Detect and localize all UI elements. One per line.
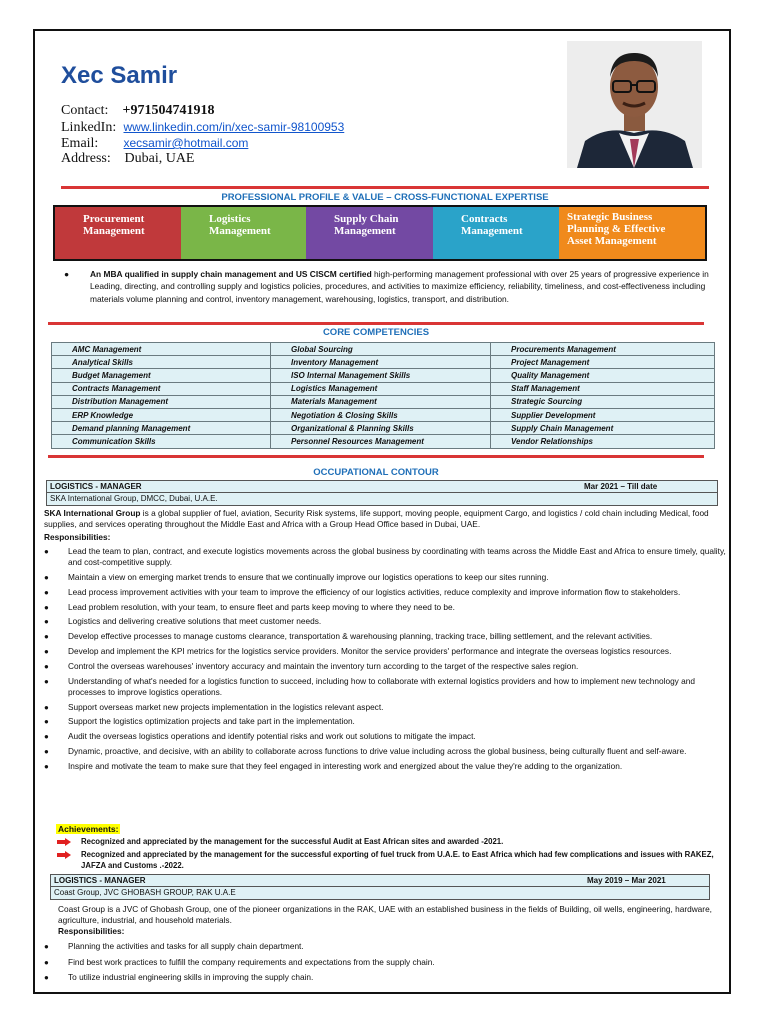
job-description: Coast Group is a JVC of Ghobash Group, one of the pioneer organizations in the RAK, UAE with an established business in the fields of Building, oil wells, engineering, hardware, agriculture, industrial, and household materials. [58,904,712,926]
job-dates: May 2019 – Mar 2021 [587,876,666,885]
competency-cell: Organizational & Planning Skills [271,422,491,435]
competency-cell: Budget Management [52,369,271,382]
competency-cell: Supply Chain Management [491,422,715,435]
competency-cell: Personnel Resources Management [271,435,491,448]
expertise-box-procurement [55,207,181,259]
job-company: Coast Group, JVC GHOBASH GROUP, RAK U.A.E [54,888,236,897]
company-name-bold: SKA International Group [44,508,141,518]
address-row [61,151,344,167]
competency-cell: Negotiation & Closing Skills [271,408,491,421]
competency-row [52,356,715,369]
expertise-box-line: Management [461,225,523,237]
responsibility-item: ● Develop and implement the KPI metrics for the logistics service providers. Monitor the service providers' performance and integrate the overseas logistics resources. [44,646,726,657]
responsibility-item: ● Lead problem resolution, with your team, to ensure fleet and parts keep moving to where they need to be. [44,602,726,613]
competency-cell: Communication Skills [52,435,271,448]
competency-cell: Demand planning Management [52,422,271,435]
responsibilities-label: Responsibilities: [58,926,125,936]
competency-cell: Procurements Management [491,343,715,356]
expertise-box-line: Asset Management [567,235,657,247]
competencies-section-title: CORE COMPETENCIES [322,327,430,338]
responsibility-item: ● Control the overseas warehouses' inventory accuracy and maintain the inventory turn according to the target of the respective sales region. [44,661,726,672]
competency-row [52,343,715,356]
bullet-icon: ● [64,269,70,279]
profile-photo [567,41,702,168]
achievement-text: Recognized and appreciated by the management for the successful Audit at East African sites and awarded -2021. [81,837,504,846]
job-title-row [47,481,717,493]
competency-cell: Staff Management [491,382,715,395]
summary-text [64,268,714,305]
competency-cell: Quality Management [491,369,715,382]
address-label: Address: [61,151,111,166]
job-company-row [47,493,717,505]
responsibility-item: ● Maintain a view on emerging market trends to ensure that we continually improve our logistics operations to keep our sites running. [44,572,726,583]
candidate-name: Xec Samir [61,62,178,89]
linkedin-row [61,119,344,135]
responsibility-item: ● Planning the activities and tasks for all supply chain department. [44,941,726,952]
expertise-box-line: Planning & Effective [567,223,666,235]
achievement-text: Recognized and appreciated by the management for the successful exporting of fuel truck from U.A.E. to East Africa which had few complications and issues with RAKEZ, JAFZA and Customs .-2022. [81,850,714,870]
summary-rest: high-performing management professional with over 25 years of progressive experience in Leading, directing, and controlling supply and logistics policies, procedures, and activities to maximize efficiency, reliability, timeliness, and cost-effectiveness including materials volume planning and control, inventory management, warehousing, logistics, transport, and distribution. [90,269,709,304]
profile-summary [64,268,714,305]
job-description [44,508,726,530]
competency-row [52,395,715,408]
job-company-row [51,887,709,899]
linkedin-label: LinkedIn: [61,120,117,135]
responsibility-item: ● Inspire and motivate the team to make sure that they feel engaged in interesting work and energized about the value they're adding to the organization. [44,761,726,772]
section-rule [48,455,704,458]
responsibility-item: ● Dynamic, proactive, and decisive, with an ability to collaborate across functions to drive value including across the global business, being culturally fluent and self-aware. [44,746,726,757]
achievement-item [57,836,717,847]
competency-row [52,422,715,435]
expertise-box-line: Contracts [461,213,508,225]
expertise-box-supply-chain [306,207,433,259]
expertise-box-line: Management [209,225,271,237]
competency-cell: Supplier Development [491,408,715,421]
expertise-box-contracts [433,207,559,259]
responsibility-item: ● Lead process improvement activities with your team to improve the efficiency of our logistics activities, reduce complexity and improve information flow to stakeholders. [44,587,726,598]
responsibility-item: ● Develop effective processes to manage customs clearance, transportation & warehousing planning, tracking trace, billing settlement, and the relevant activities. [44,631,726,642]
expertise-box-strategic-planning [559,207,705,259]
competency-cell: ISO Internal Management Skills [271,369,491,382]
job-company: SKA International Group, DMCC, Dubai, U.A.E. [50,494,218,503]
responsibility-item: ● Support overseas market new projects implementation in the logistics relevant aspect. [44,702,726,713]
responsibility-item: ● Support the logistics optimization projects and take part in the implementation. [44,716,726,727]
job-dates: Mar 2021 – Till date [584,482,658,491]
competency-row [52,369,715,382]
contact-row [61,103,344,119]
expertise-box-line: Management [334,225,396,237]
competency-cell: Analytical Skills [52,356,271,369]
competency-cell: Project Management [491,356,715,369]
responsibility-item: ● Understanding of what's needed for a logistics function to succeed, including how to collaborate with external logistics providers and how to implement new technology and processes to improve logistics operations. [44,676,726,698]
responsibility-item: ● Logistics and delivering creative solutions that meet customer needs. [44,616,726,627]
competency-cell: Distribution Management [52,395,271,408]
contact-block [61,103,344,167]
email-link[interactable]: xecsamir@hotmail.com [123,136,249,150]
competency-cell: Strategic Sourcing [491,395,715,408]
job-role: LOGISTICS - MANAGER [54,876,146,885]
linkedin-link[interactable]: www.linkedin.com/in/xec-samir-98100953 [123,120,345,134]
summary-bold: An MBA qualified in supply chain management and US CISCM certified [90,269,372,279]
job-role: LOGISTICS - MANAGER [50,482,142,491]
responsibility-item: ● Find best work practices to fulfill the company requirements and expectations from the supply chain. [44,957,726,968]
expertise-box-line: Management [83,225,145,237]
email-label: Email: [61,136,99,151]
competency-cell: Vendor Relationships [491,435,715,448]
competency-cell: Logistics Management [271,382,491,395]
phone-number: +971504741918 [122,103,215,118]
competency-cell: ERP Knowledge [52,408,271,421]
expertise-box-line: Strategic Business [567,211,653,223]
contact-label: Contact: [61,103,109,118]
responsibility-item: ● Lead the team to plan, contract, and execute logistics movements across the global business by coordinating with teams across the Middle East and Africa to ensure timely, quality, and cost-competitive supply. [44,546,726,568]
section-rule [61,186,709,189]
occupational-section-title: OCCUPATIONAL CONTOUR [313,467,439,478]
responsibility-item: ● Audit the overseas logistics operations and identify potential risks and work out solutions to mitigate the impact. [44,731,726,742]
expertise-box-line: Logistics [209,213,251,225]
responsibilities-label: Responsibilities: [44,532,111,542]
address-value: Dubai, UAE [124,151,195,166]
job-description-text: is a global supplier of fuel, aviation, Security Risk systems, life support, moving people, equipment Cargo, and logistics / cold chain including Medical, food supplies, and services operating throughout the Middle East and Africa with a Group Head Office based in Dubai, UAE. [44,508,709,530]
competency-cell: Inventory Management [271,356,491,369]
job-header-coast [50,874,710,900]
competency-row [52,408,715,421]
responsibility-list [44,941,726,988]
competency-cell: Contracts Management [52,382,271,395]
email-row [61,135,344,151]
responsibility-item: ● To utilize industrial engineering skills in improving the supply chain. [44,972,726,983]
arrow-icon [57,851,71,859]
expertise-box-line: Procurement [83,213,145,225]
section-rule [48,322,704,325]
achievements-label: Achievements: [58,824,119,834]
profile-section-title: PROFESSIONAL PROFILE & VALUE – CROSS-FUNCTIONAL EXPERTISE [221,192,549,203]
competency-cell: Materials Management [271,395,491,408]
competency-row [52,435,715,448]
achievement-item [57,849,717,871]
job-title-row [51,875,709,887]
competency-cell: Global Sourcing [271,343,491,356]
expertise-box-logistics [181,207,306,259]
expertise-boxes [53,205,707,261]
competencies-table [51,342,715,449]
job-header-ska [46,480,718,506]
arrow-icon [57,838,71,846]
competency-row [52,382,715,395]
competency-cell: AMC Management [52,343,271,356]
expertise-box-line: Supply Chain [334,213,399,225]
responsibility-list [44,546,726,776]
